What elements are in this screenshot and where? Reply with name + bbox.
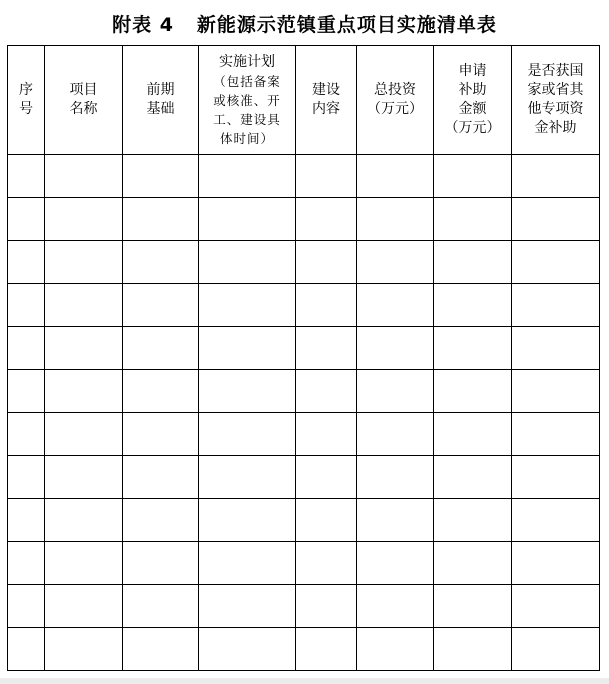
table-row (8, 370, 600, 413)
table-cell[interactable] (357, 628, 434, 671)
table-cell[interactable] (199, 456, 296, 499)
header-plan (199, 46, 296, 155)
table-cell[interactable] (8, 499, 45, 542)
table-cell[interactable] (512, 241, 600, 284)
header-preliminary: 前期 基础 (123, 46, 199, 155)
table-cell[interactable] (512, 456, 600, 499)
table-cell[interactable] (123, 198, 199, 241)
table-cell[interactable] (123, 413, 199, 456)
table-cell[interactable] (357, 284, 434, 327)
table-cell[interactable] (45, 499, 123, 542)
table-cell[interactable] (199, 585, 296, 628)
table-cell[interactable] (512, 413, 600, 456)
table-cell[interactable] (434, 198, 512, 241)
table-cell[interactable] (296, 456, 357, 499)
table-cell[interactable] (199, 413, 296, 456)
table-cell[interactable] (8, 628, 45, 671)
table-cell[interactable] (45, 370, 123, 413)
table-cell[interactable] (357, 413, 434, 456)
table-cell[interactable] (434, 585, 512, 628)
table-cell[interactable] (512, 284, 600, 327)
table-cell[interactable] (199, 284, 296, 327)
table-row (8, 456, 600, 499)
table-cell[interactable] (296, 628, 357, 671)
header-plan-note: （包括备案 或核准、开 工、建设具 体时间） (213, 73, 281, 146)
table-cell[interactable] (199, 327, 296, 370)
header-other-funding: 是否获国 家或省其 他专项资 金补助 (512, 46, 600, 155)
table-cell[interactable] (512, 542, 600, 585)
table-cell[interactable] (434, 499, 512, 542)
table-row (8, 542, 600, 585)
table-row (8, 241, 600, 284)
table-cell[interactable] (296, 198, 357, 241)
table-cell[interactable] (434, 284, 512, 327)
table-cell[interactable] (123, 370, 199, 413)
table-cell[interactable] (8, 241, 45, 284)
table-cell[interactable] (357, 155, 434, 198)
table-cell[interactable] (357, 499, 434, 542)
table-cell[interactable] (296, 413, 357, 456)
table-cell[interactable] (296, 155, 357, 198)
table-cell[interactable] (357, 542, 434, 585)
table-cell[interactable] (296, 327, 357, 370)
table-cell[interactable] (123, 241, 199, 284)
table-cell[interactable] (512, 155, 600, 198)
table-cell[interactable] (434, 542, 512, 585)
table-cell[interactable] (199, 241, 296, 284)
table-cell[interactable] (45, 327, 123, 370)
project-list-table (7, 45, 600, 671)
table-cell[interactable] (45, 456, 123, 499)
table-cell[interactable] (8, 456, 45, 499)
table-cell[interactable] (199, 370, 296, 413)
table-cell[interactable] (434, 456, 512, 499)
table-cell[interactable] (8, 585, 45, 628)
table-cell[interactable] (357, 370, 434, 413)
table-row (8, 628, 600, 671)
table-cell[interactable] (512, 370, 600, 413)
table-cell[interactable] (8, 413, 45, 456)
table-cell[interactable] (434, 413, 512, 456)
table-cell[interactable] (8, 155, 45, 198)
header-subsidy: 申请 补助 金额 （万元） (434, 46, 512, 155)
table-cell[interactable] (357, 241, 434, 284)
table-cell[interactable] (123, 499, 199, 542)
header-row (8, 46, 600, 155)
header-investment: 总投资 （万元） (357, 46, 434, 155)
table-cell[interactable] (45, 198, 123, 241)
table-cell[interactable] (199, 542, 296, 585)
header-project-name: 项目 名称 (45, 46, 123, 155)
table-cell[interactable] (8, 198, 45, 241)
table-row (8, 284, 600, 327)
table-cell[interactable] (45, 413, 123, 456)
table-body (8, 155, 600, 671)
table-cell[interactable] (45, 284, 123, 327)
table-cell[interactable] (45, 585, 123, 628)
table-cell[interactable] (434, 628, 512, 671)
table-cell[interactable] (512, 198, 600, 241)
table-cell[interactable] (123, 456, 199, 499)
bottom-edge (0, 678, 609, 684)
table-cell[interactable] (45, 241, 123, 284)
table-cell[interactable] (512, 499, 600, 542)
table-cell[interactable] (296, 370, 357, 413)
table-cell[interactable] (123, 542, 199, 585)
table-row (8, 155, 600, 198)
table-cell[interactable] (434, 327, 512, 370)
table-cell[interactable] (45, 628, 123, 671)
table-cell[interactable] (45, 155, 123, 198)
table-cell[interactable] (357, 327, 434, 370)
table-cell[interactable] (357, 198, 434, 241)
table-row (8, 413, 600, 456)
table-cell[interactable] (123, 284, 199, 327)
document-title: 附表 4 新能源示范镇重点项目实施清单表 (112, 14, 497, 36)
table-cell[interactable] (123, 628, 199, 671)
table-row (8, 585, 600, 628)
table-cell[interactable] (45, 542, 123, 585)
table-cell[interactable] (512, 327, 600, 370)
table-cell[interactable] (123, 327, 199, 370)
table-cell[interactable] (8, 542, 45, 585)
table-cell[interactable] (296, 499, 357, 542)
table-cell[interactable] (199, 198, 296, 241)
table-row (8, 198, 600, 241)
header-seq: 序 号 (8, 46, 45, 155)
table-cell[interactable] (434, 370, 512, 413)
header-plan-title: 实施计划 (219, 53, 275, 70)
table-cell[interactable] (512, 585, 600, 628)
table-cell[interactable] (296, 241, 357, 284)
table-cell[interactable] (512, 628, 600, 671)
table-cell[interactable] (296, 542, 357, 585)
table-cell[interactable] (434, 155, 512, 198)
table-cell[interactable] (434, 241, 512, 284)
table-cell[interactable] (8, 284, 45, 327)
table-cell[interactable] (199, 155, 296, 198)
table-row (8, 327, 600, 370)
table-cell[interactable] (123, 585, 199, 628)
table-cell[interactable] (357, 456, 434, 499)
table-cell[interactable] (123, 155, 199, 198)
table-cell[interactable] (8, 370, 45, 413)
table-cell[interactable] (199, 499, 296, 542)
table-cell[interactable] (296, 284, 357, 327)
table-cell[interactable] (357, 585, 434, 628)
table-cell[interactable] (296, 585, 357, 628)
table-row (8, 499, 600, 542)
table-cell[interactable] (8, 327, 45, 370)
header-content: 建设 内容 (296, 46, 357, 155)
table-cell[interactable] (199, 628, 296, 671)
